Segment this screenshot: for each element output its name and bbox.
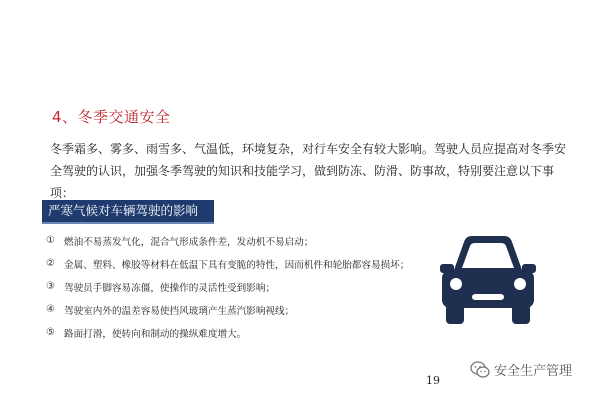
watermark-label: 安全生产管理 (494, 364, 573, 379)
item-text: 燃油不易蒸发气化，混合气形成条件差，发动机不易启动； (64, 236, 314, 248)
item-number: ④ (46, 304, 55, 315)
item-number: ③ (46, 281, 55, 292)
item-text: 驾驶室内外的温差容易使挡风玻璃产生蒸汽影响视线； (64, 305, 295, 317)
section-banner (42, 200, 214, 224)
item-number: ⑤ (46, 327, 55, 338)
wechat-icon (470, 361, 490, 379)
effects-list (46, 229, 456, 344)
item-text: 金属、塑料、橡胶等材料在低温下具有变脆的特性，因而机件和轮胎都容易损坏； (64, 259, 410, 271)
banner-label: 严寒气候对车辆驾驶的影响 (48, 203, 199, 218)
item-number: ② (46, 258, 55, 269)
list-item (46, 275, 456, 298)
watermark (470, 360, 572, 379)
car-front-icon (432, 228, 544, 328)
section-title: 4、冬季交通安全 (52, 108, 171, 126)
list-item (46, 252, 456, 275)
list-item (46, 298, 456, 321)
list-item (46, 229, 456, 252)
intro-paragraph: 冬季霜多、雾多、雨雪多、气温低，环境复杂，对行车安全有较大影响。驾驶人员应提高对冬季安全驾驶的认识，加强冬季驾驶的知识和技能学习，做到防冻、防滑、防事故，特别要注意以下事项： (50, 142, 567, 200)
page-number: 19 (426, 374, 440, 387)
item-text: 路面打滑，使转向和制动的操纵难度增大。 (64, 328, 247, 340)
item-number: ① (46, 235, 55, 246)
list-item (46, 321, 456, 344)
item-text: 驾驶员手脚容易冻僵，使操作的灵活性受到影响； (64, 282, 276, 294)
